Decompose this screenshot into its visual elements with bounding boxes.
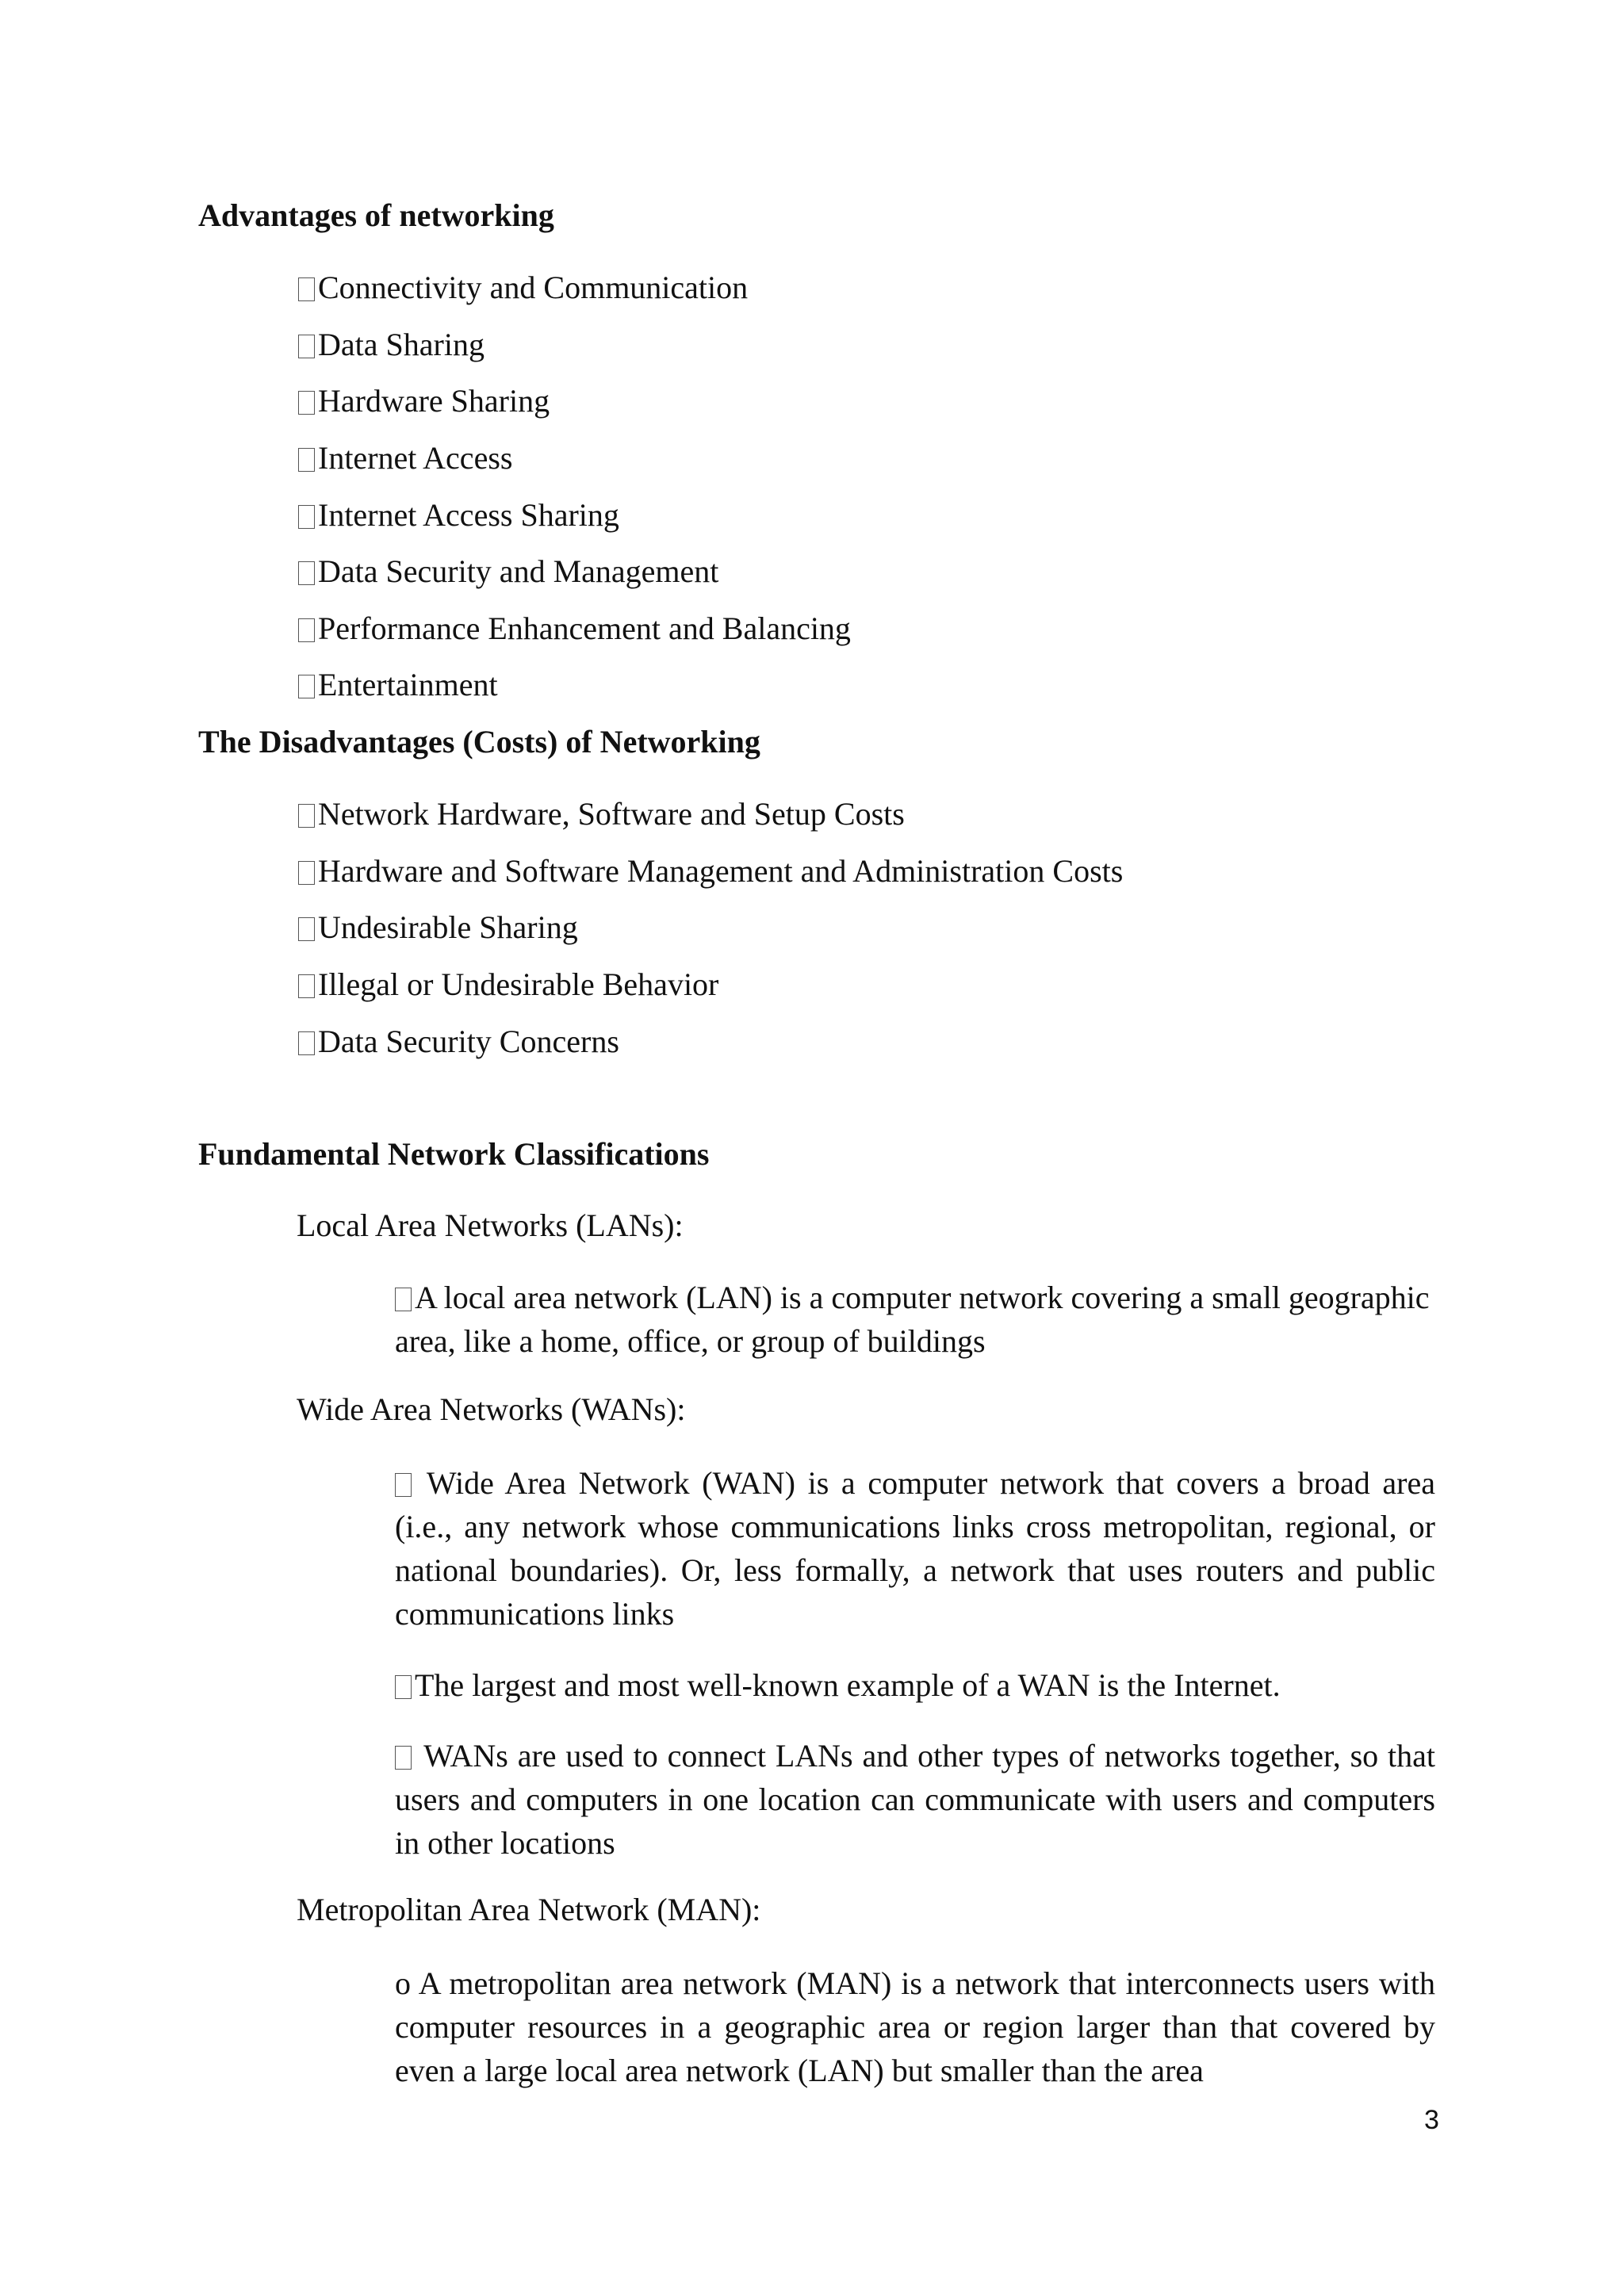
wan-paragraph: Wide Area Network (WAN) is a computer network that covers a broad area (i.e., any network whose communications links cross metropolitan, regional, or national boundaries). Or, less formally, a network that uses routers and public communications links <box>395 1465 1435 1632</box>
disadvantages-item: Undesirable Sharing <box>298 907 578 948</box>
advantages-item: Internet Access Sharing <box>298 495 619 536</box>
disadvantages-item: Data Security Concerns <box>298 1021 619 1062</box>
advantages-item: Data Sharing <box>298 324 485 365</box>
bullet-box-icon <box>298 1031 315 1055</box>
bullet-box-icon <box>395 1675 412 1699</box>
bullet-box-icon <box>298 505 315 529</box>
advantages-heading: Advantages of networking <box>198 197 554 233</box>
disadvantages-item: Hardware and Software Management and Administration Costs <box>298 851 1123 892</box>
bullet-box-icon <box>298 675 315 698</box>
classifications-heading: Fundamental Network Classifications <box>198 1136 710 1172</box>
advantages-item: Entertainment <box>298 664 498 706</box>
disadvantages-item: Illegal or Undesirable Behavior <box>298 964 718 1005</box>
wan-paragraph: WANs are used to connect LANs and other types of networks together, so that users and computers in one location can communicate with users and computers in other locations <box>395 1738 1435 1861</box>
bullet-box-icon <box>298 391 315 415</box>
advantages-item: Hardware Sharing <box>298 381 550 422</box>
man-paragraph: o A metropolitan area network (MAN) is a network that interconnects users with computer resources in a geographic area or region larger than that covered by even a large local area network (LAN) but smaller than the area <box>395 1965 1435 2088</box>
advantages-item: Internet Access <box>298 438 512 479</box>
bullet-box-icon <box>395 1473 412 1497</box>
page-number: 3 <box>1424 2105 1439 2135</box>
disadvantages-heading: The Disadvantages (Costs) of Networking <box>198 724 760 760</box>
wan-heading: Wide Area Networks (WANs): <box>297 1391 686 1427</box>
advantages-item: Connectivity and Communication <box>298 267 748 308</box>
bullet-box-icon <box>298 917 315 941</box>
bullet-box-icon <box>298 277 315 301</box>
list-marker: o <box>395 1965 411 2001</box>
disadvantages-item: Network Hardware, Software and Setup Costs <box>298 794 905 835</box>
advantages-item: Performance Enhancement and Balancing <box>298 608 851 649</box>
bullet-box-icon <box>298 861 315 885</box>
lan-paragraph: A local area network (LAN) is a computer network covering a small geographic area, like a home, office, or group of buildings <box>395 1280 1430 1359</box>
bullet-box-icon <box>395 1746 412 1770</box>
man-heading: Metropolitan Area Network (MAN): <box>297 1892 761 1927</box>
bullet-box-icon <box>298 561 315 585</box>
wan-paragraph: The largest and most well-known example of a WAN is the Internet. <box>395 1663 1435 1707</box>
bullet-box-icon <box>298 335 315 358</box>
bullet-box-icon <box>298 618 315 642</box>
advantages-item: Data Security and Management <box>298 551 718 592</box>
bullet-box-icon <box>298 448 315 472</box>
lan-heading: Local Area Networks (LANs): <box>297 1207 684 1243</box>
bullet-box-icon <box>298 974 315 998</box>
bullet-box-icon <box>298 804 315 828</box>
bullet-box-icon <box>395 1288 412 1311</box>
